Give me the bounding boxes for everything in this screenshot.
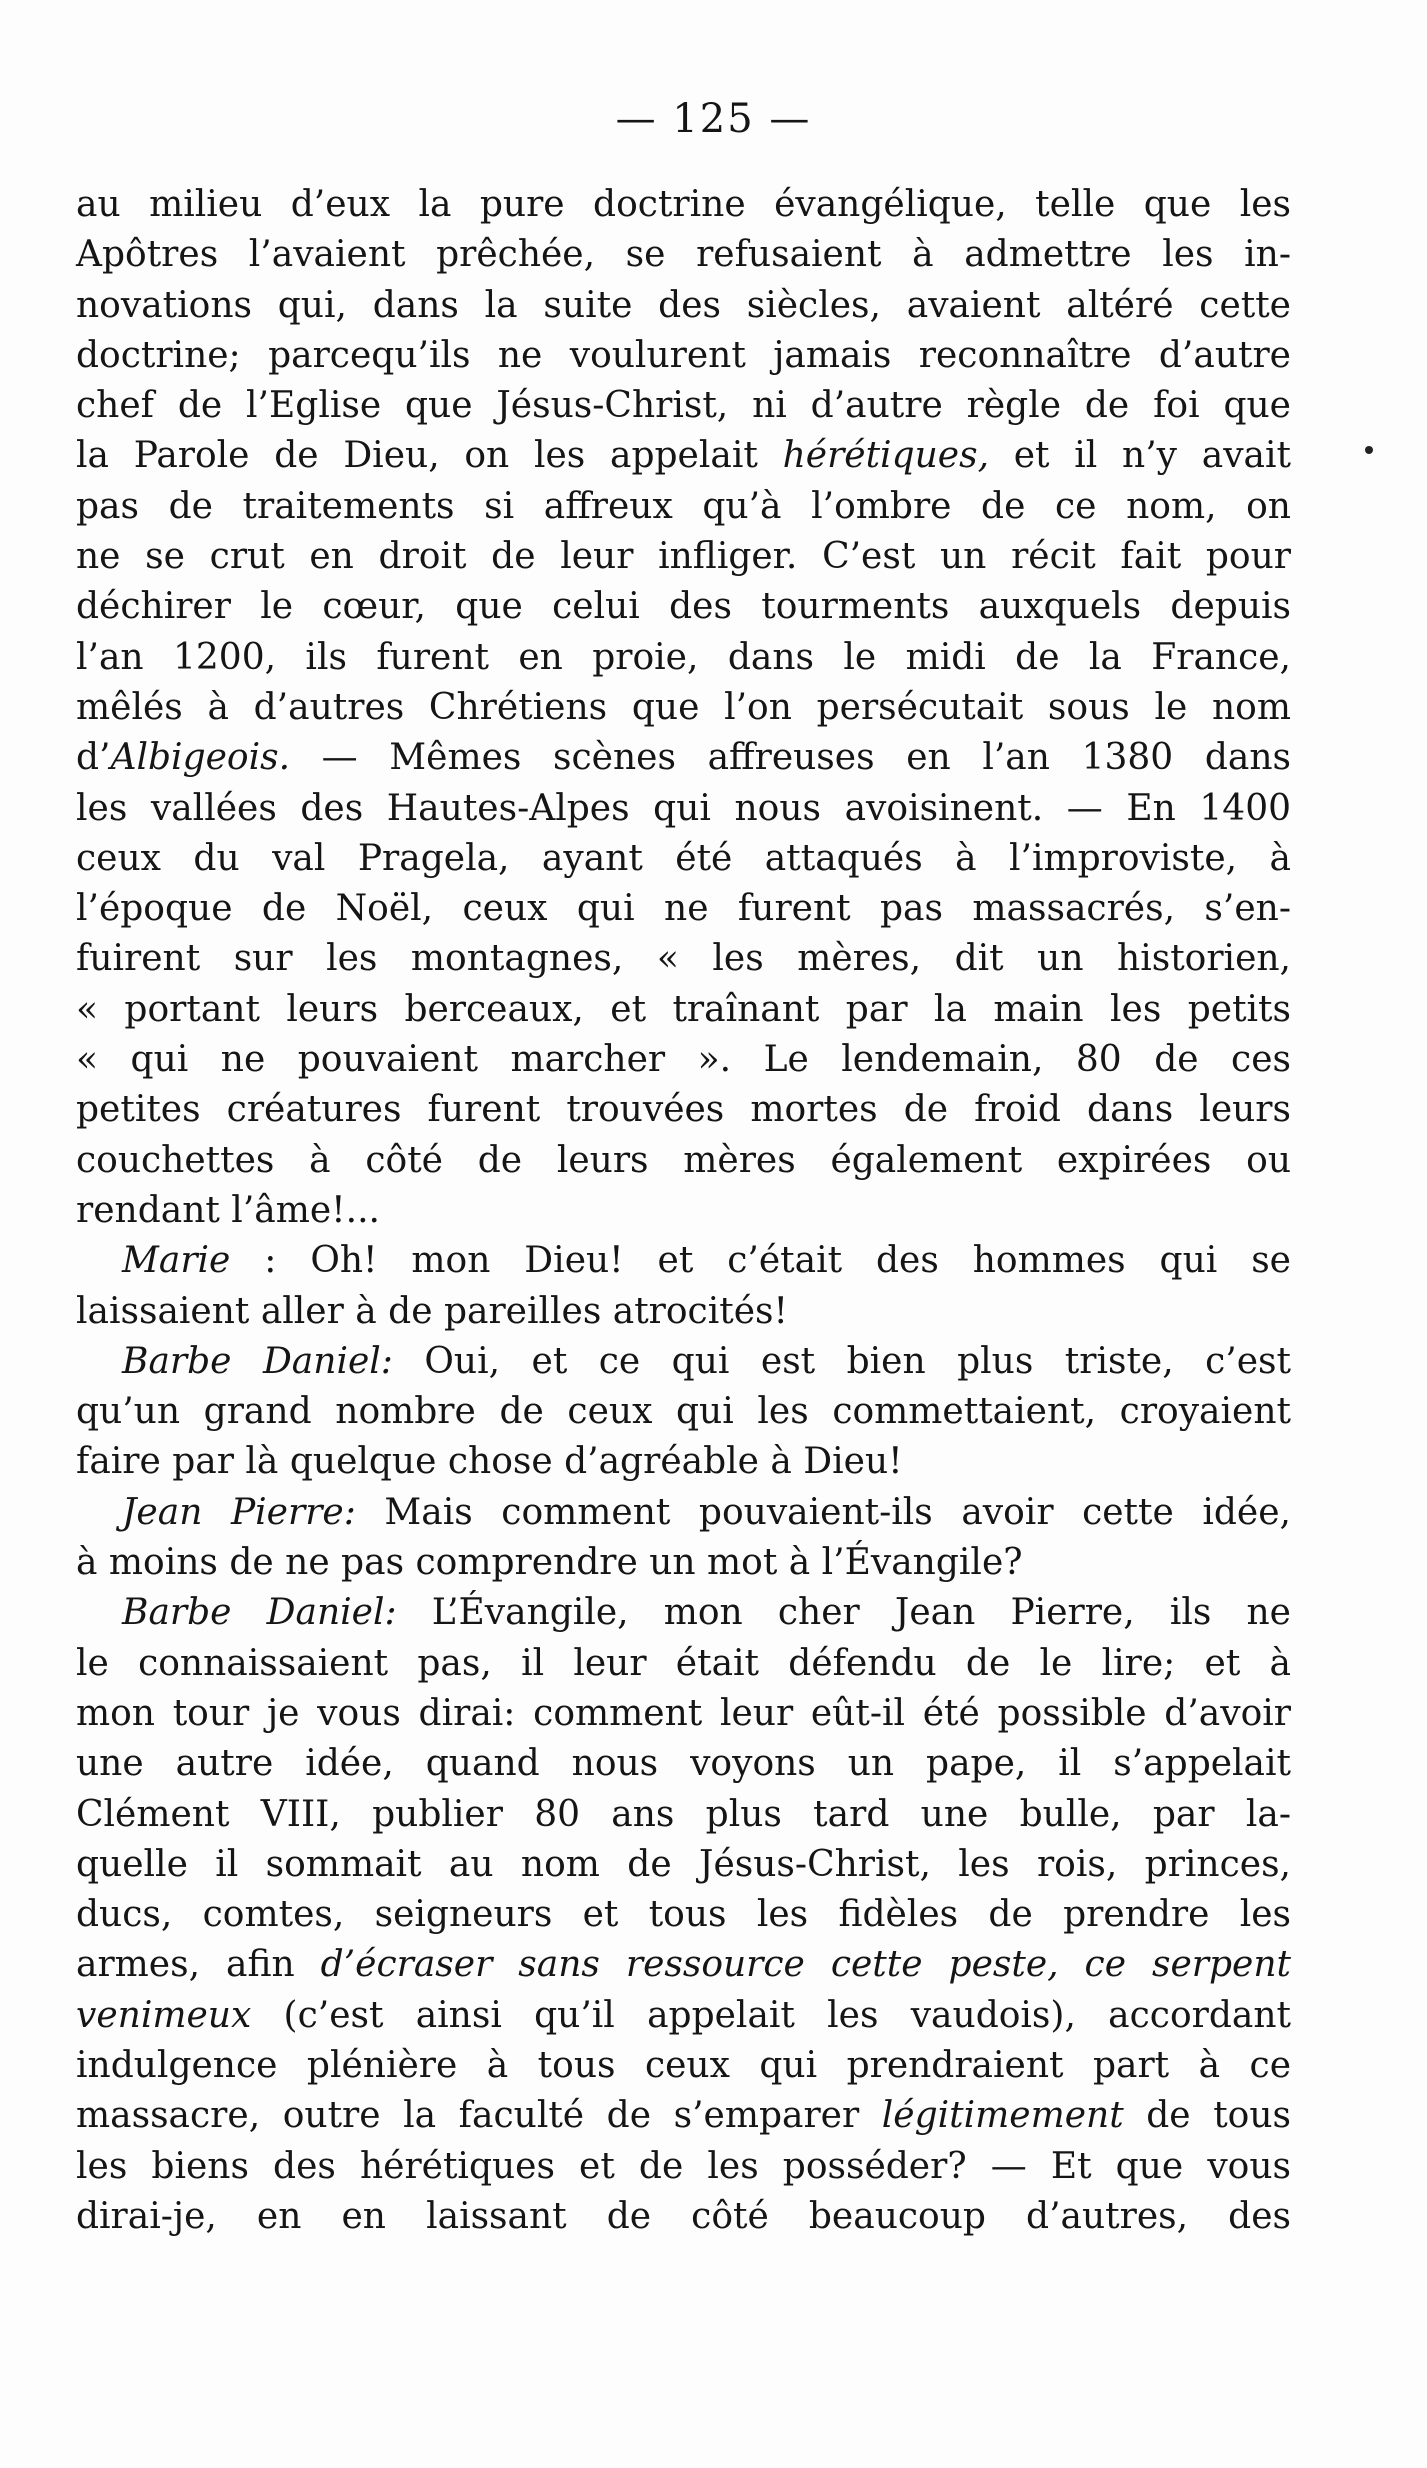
text-line [76,1991,1291,2041]
text-segment: Mais comment pouvaient-ils avoir cette idée, [355,1491,1291,1533]
text-line [76,2091,1291,2141]
text-line: indulgence plénière à tous ceux qui prendraient part à ce [76,2044,1291,2086]
italic-text: Barbe Daniel: [122,1592,397,1634]
text-segment: d’ [76,737,111,779]
italic-text: d’écraser sans ressource cette peste, ce serpent [320,1944,1292,1986]
text-line [76,431,1291,481]
text-segment: L’Évangile, mon cher Jean Pierre, ils ne [396,1592,1291,1634]
text-line: Apôtres l’avaient prêchée, se refusaient à admettre les in- [76,234,1291,276]
text-line: ducs, comtes, seigneurs et tous les fidèles de prendre les [76,1894,1291,1936]
text-segment: armes, afin [76,1944,321,1986]
text-line: pas de traitements si affreux qu’à l’ombre de ce nom, on [76,485,1291,527]
text-line: à moins de ne pas comprendre un mot à l’Évangile? [76,1542,1023,1584]
text-segment: de tous [1123,2095,1291,2137]
text-line [76,1236,1291,1286]
text-line: fuirent sur les montagnes, « les mères, dit un historien, [76,938,1291,980]
text-line: ceux du val Pragela, ayant été attaqués à l’improviste, à [76,837,1291,879]
text-line: novations qui, dans la suite des siècles, avaient altéré cette [76,284,1291,326]
text-line: mêlés à d’autres Chrétiens que l’on persécutait sous le nom [76,686,1291,728]
text-line: chef de l’Eglise que Jésus-Christ, ni d’autre règle de foi que [76,385,1291,427]
italic-text: Albigeois. [110,737,291,779]
text-line [76,1337,1291,1387]
italic-text: Barbe Daniel: [122,1340,393,1382]
text-line: une autre idée, quand nous voyons un pape, il s’appelait [76,1743,1291,1785]
text-line [76,1588,1291,1638]
text-line: le connaissaient pas, il leur était défendu de le lire; et à [76,1642,1291,1684]
text-line: les biens des hérétiques et de les posséder? — Et que vous [76,2145,1291,2187]
text-line: doctrine; parcequ’ils ne voulurent jamais reconnaître d’autre [76,334,1291,376]
text-line [76,1940,1291,1990]
text-segment: massacre, outre la faculté de s’emparer [76,2095,882,2137]
italic-text: légitimement [881,2095,1124,2137]
text-line: qu’un grand nombre de ceux qui les commettaient, croyaient [76,1391,1291,1433]
text-segment: la Parole de Dieu, on les appelait [76,435,783,477]
text-line: couchettes à côté de leurs mères également expirées ou [76,1139,1291,1181]
text-line: quelle il sommait au nom de Jésus-Christ, les rois, princes, [76,1843,1291,1885]
text-line: « portant leurs berceaux, et traînant par la main les petits [76,988,1291,1030]
italic-text: Marie [122,1240,231,1282]
text-line: petites créatures furent trouvées mortes de froid dans leurs [76,1089,1291,1131]
text-line: dirai-je, en en laissant de côté beaucoup d’autres, des [76,2195,1291,2237]
body-text [76,180,1291,2242]
italic-text: hérétiques, [782,435,990,477]
text-line [76,1488,1291,1538]
text-line: « qui ne pouvaient marcher ». Le lendemain, 80 de ces [76,1039,1291,1081]
text-line: Clément VIII, publier 80 ans plus tard une bulle, par la- [76,1793,1291,1835]
text-line: faire par là quelque chose d’agréable à Dieu! [76,1441,903,1483]
text-segment: Oui, et ce qui est bien plus triste, c’est [392,1340,1291,1382]
italic-text: Jean Pierre: [122,1491,356,1533]
text-segment: et il n’y avait [989,435,1291,477]
text-line: au milieu d’eux la pure doctrine évangélique, telle que les [76,184,1291,225]
text-line: laissaient aller à de pareilles atrocités! [76,1290,788,1332]
text-line: mon tour je vous dirai: comment leur eût-il été possible d’avoir [76,1692,1291,1734]
page-number: — 125 — [615,96,812,142]
text-line: l’époque de Noël, ceux qui ne furent pas massacrés, s’en- [76,888,1291,930]
text-line: ne se crut en droit de leur infliger. C’est un récit fait pour [76,536,1291,578]
text-line: rendant l’âme!... [76,1189,380,1231]
ink-speck [1365,446,1373,454]
text-segment: (c’est ainsi qu’il appelait les vaudois), accordant [251,1994,1291,2036]
text-segment: — Mêmes scènes affreuses en l’an 1380 dans [290,737,1291,779]
text-line: l’an 1200, ils furent en proie, dans le midi de la France, [76,636,1291,678]
text-line: déchirer le cœur, que celui des tourments auxquels depuis [76,586,1291,628]
text-line [76,733,1291,783]
text-segment: : Oh! mon Dieu! et c’était des hommes qui se [230,1240,1291,1282]
text-line: les vallées des Hautes-Alpes qui nous avoisinent. — En 1400 [76,787,1291,829]
italic-text: venimeux [76,1994,252,2036]
